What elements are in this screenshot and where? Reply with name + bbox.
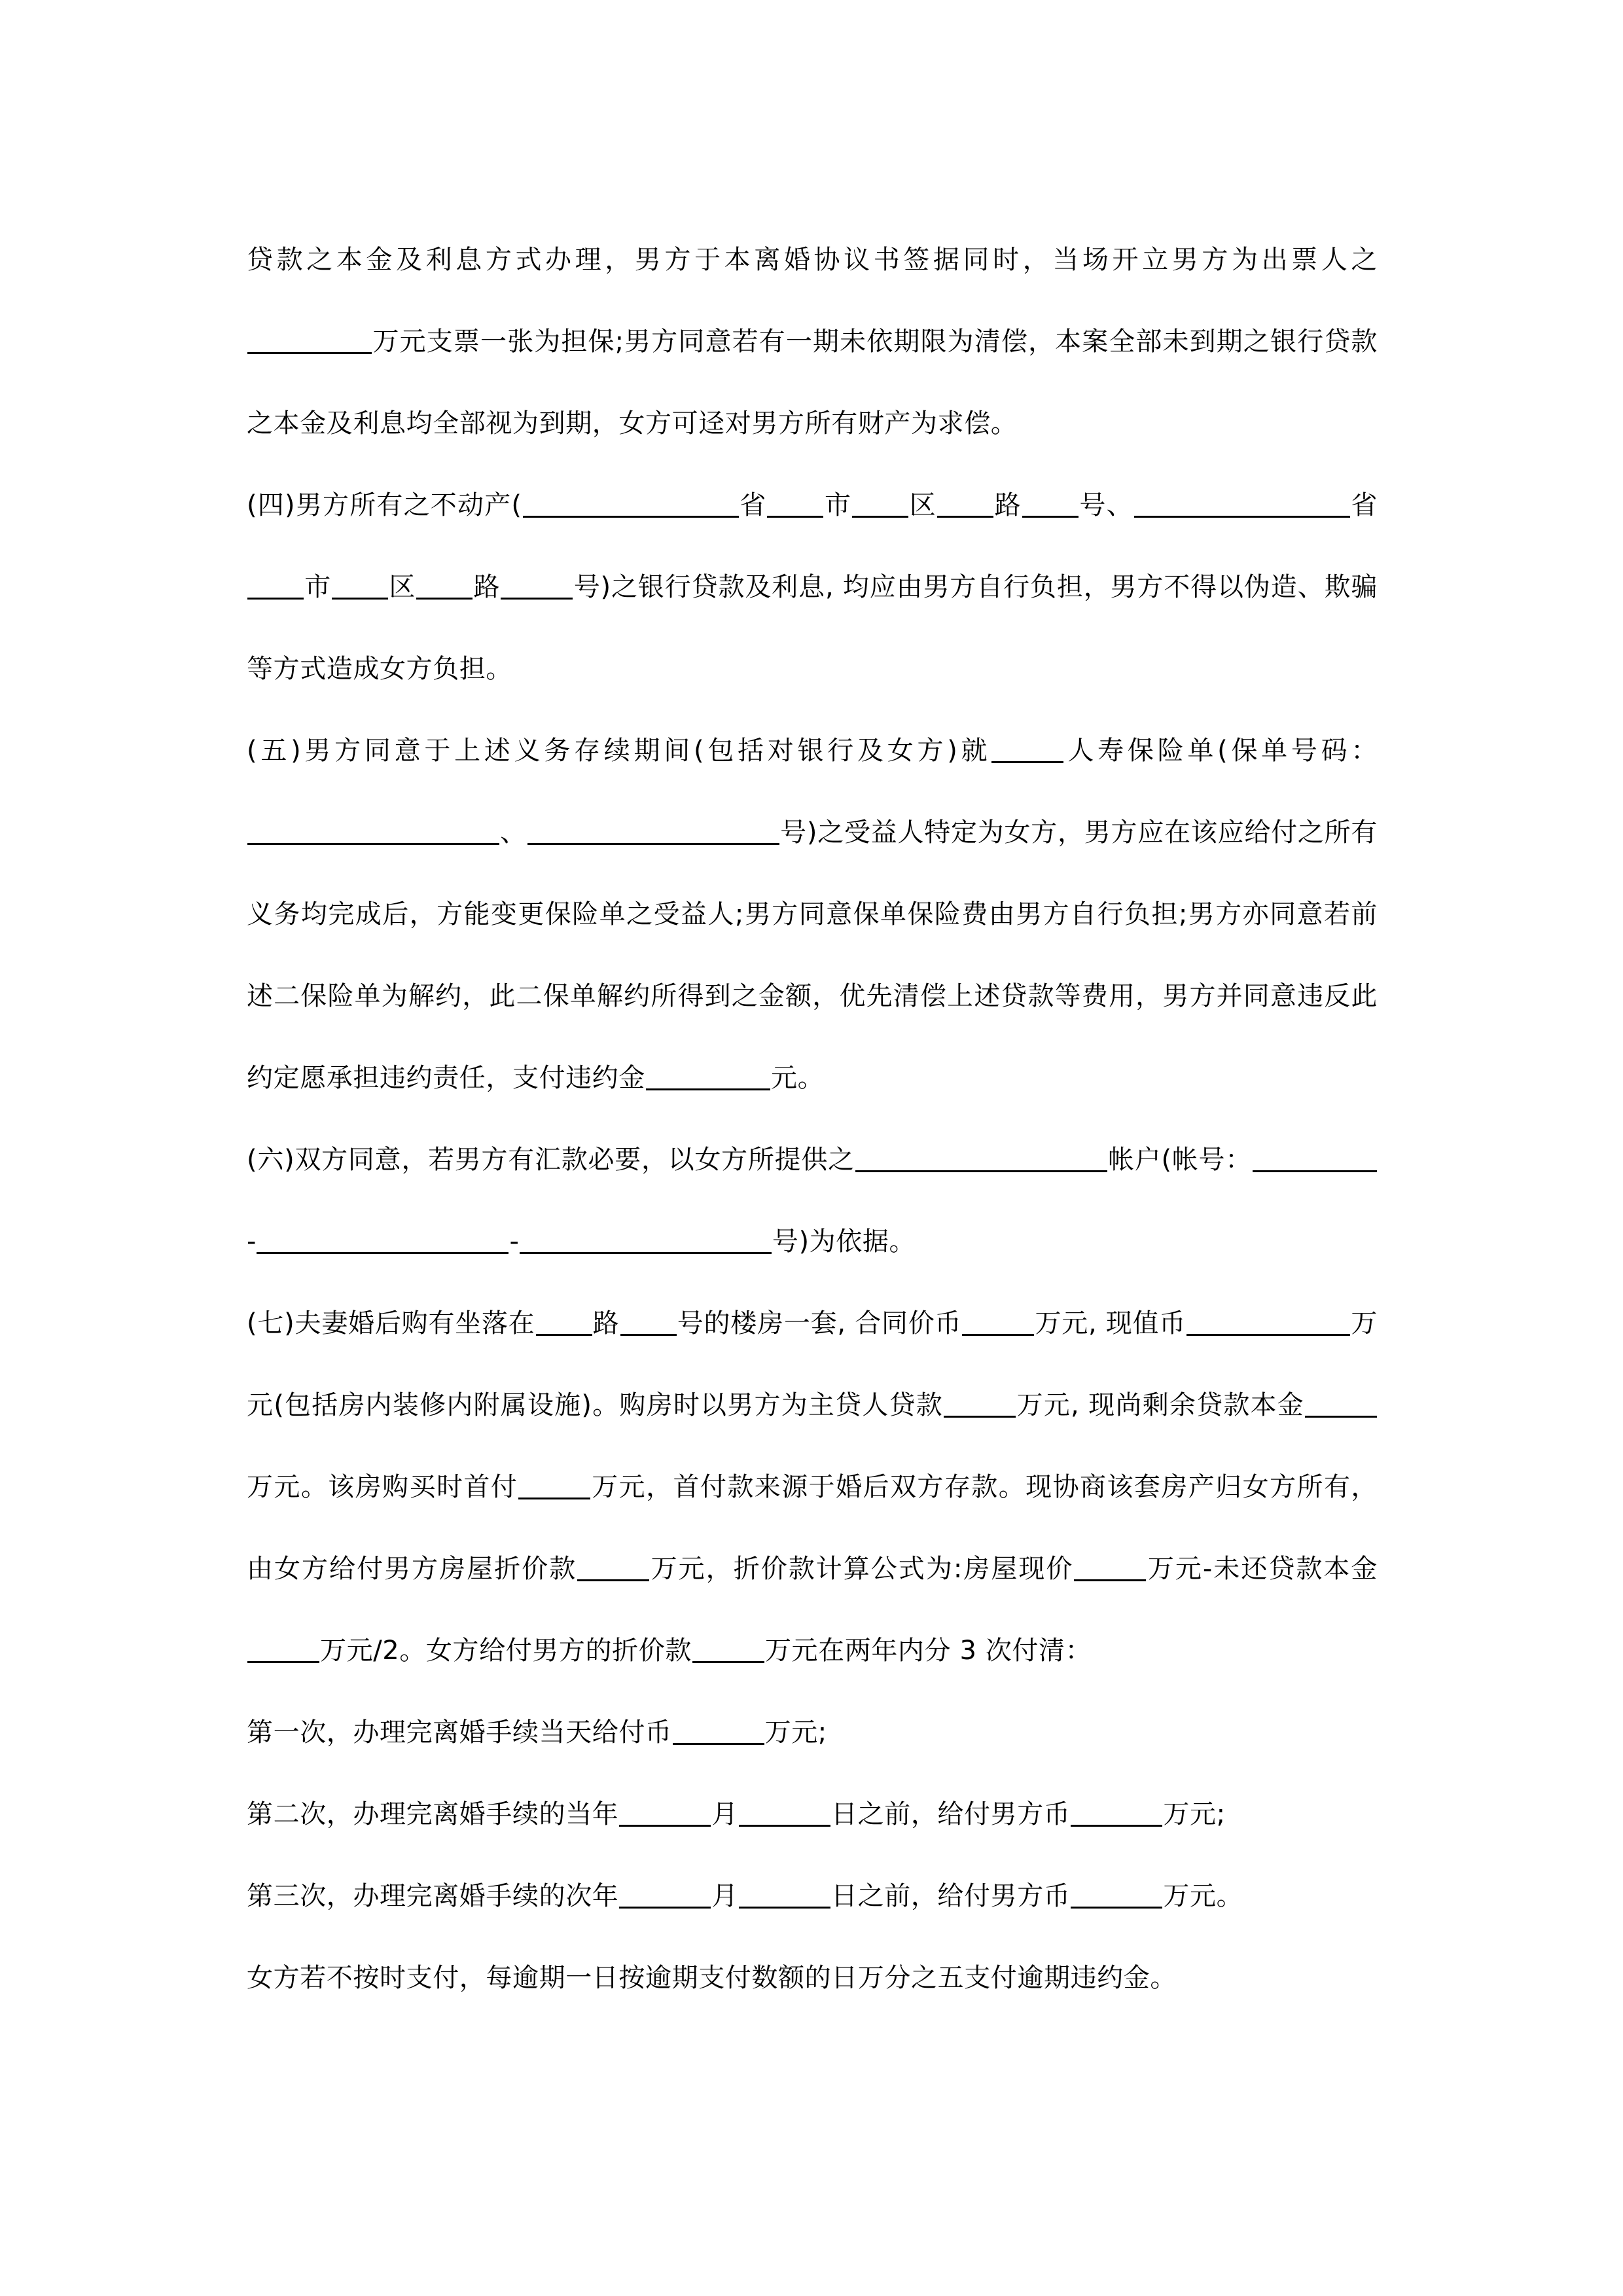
blank-installment2-day[interactable] [739,1803,830,1827]
clause-six-dash-2: - [509,1227,519,1257]
clause-seven-p10: 万元-未还贷款本金 [1147,1554,1378,1584]
blank-contract-price[interactable] [962,1312,1034,1336]
blank-account-segment-2[interactable] [257,1230,508,1254]
installment-two-p2: 月 [711,1799,739,1829]
blank-insurance-count[interactable] [991,739,1063,763]
clause-four-seg-sheng-1: 省 [739,490,767,520]
blank-installment2-month[interactable] [619,1803,711,1827]
paragraph-clause-seven [247,1283,1378,1692]
paragraph-clause-five [247,710,1378,1119]
clause-six-part-1: 双方同意，若男方有汇款必要，以女方所提供之 [294,1145,855,1175]
clause-four-seg-lu-2: 路 [473,572,501,602]
clause-seven-p5: 万元(包括房内装修内附属设施)。购房时以男方为主贷人贷款 [247,1308,1378,1420]
blank-property2-city[interactable] [247,575,304,600]
blank-account-segment-1[interactable] [1253,1148,1377,1172]
blank-current-value[interactable] [1186,1312,1350,1336]
blank-property1-number[interactable] [1022,493,1079,518]
blank-property2-road[interactable] [416,575,473,600]
clause-seven-label: (七) [247,1308,295,1338]
blank-remaining-principal[interactable] [1305,1393,1377,1418]
blank-house-road[interactable] [536,1312,592,1336]
clause-five-part-2: 人寿保险单(保单号码： [1064,736,1378,766]
clause-five-part-4: 号)之受益人特定为女方，男方应在该应给付之所有义务均完成后，方能变更保险单之受益人;男方同意保单保险费由男方自行负担;男方亦同意若前述二保险单为解约，此二保单解约所得到之金额，优先清偿上述贷款等费用，男方并同意违反此约定愿承担违约责任，支付违约金 [247,817,1378,1093]
clause-four-seg-shi-2: 市 [304,572,332,602]
blank-down-payment[interactable] [518,1475,590,1499]
clause-four-seg-sheng-2: 省 [1350,490,1378,520]
paragraph-installment-one [247,1692,1378,1774]
clause-seven-p11: 万元/2。女方给付男方的折价款 [320,1636,692,1666]
blank-property2-number[interactable] [501,575,573,600]
clause-four-tail: 之银行贷款及利息, 均应由男方自行负担，男方不得以伪造、欺骗等方式造成女方负担。 [247,572,1378,684]
paragraph-installment-three [247,1856,1378,1937]
blank-policy-number-1[interactable] [247,821,499,845]
paragraph-installment-two [247,1774,1378,1856]
blank-property1-district[interactable] [852,493,908,518]
installment-three-p4: 万元。 [1163,1881,1243,1911]
blank-house-number[interactable] [620,1312,677,1336]
installment-one-p2: 万元; [764,1717,827,1748]
paragraph-clause-six [247,1119,1378,1283]
blank-bank-name[interactable] [855,1148,1107,1172]
blank-account-segment-3[interactable] [520,1230,772,1254]
clause-four-seg-shi-1: 市 [824,490,852,520]
blank-installment1-amount[interactable] [673,1721,764,1745]
clause-seven-p3: 号的楼房一套, 合同价币 [677,1308,962,1338]
blank-formula-current-price[interactable] [1074,1557,1146,1581]
clause-seven-p4: 万元, 现值币 [1035,1308,1186,1338]
clause-six-dash-1: - [247,1227,257,1257]
blank-check-amount[interactable] [247,330,372,354]
blank-property2-district[interactable] [332,575,388,600]
clause-four-seg-hao-2: 号) [573,572,611,602]
clause-five-part-1: 男方同意于上述义务存续期间(包括对银行及女方)就 [301,736,991,766]
clause-five-label: (五) [247,736,302,766]
paragraph-clause-four [247,465,1378,710]
clause-five-part-5: 元。 [771,1063,825,1093]
clause-seven-p7: 万元。该房购买时首付 [247,1472,518,1502]
clause-six-part-2: 帐户(帐号： [1107,1145,1252,1175]
blank-property2-province[interactable] [1134,493,1350,518]
clause-seven-p2: 路 [592,1308,620,1338]
blank-loan-amount[interactable] [944,1393,1016,1418]
clause-four-seg-qu-1: 区 [909,490,936,520]
blank-formula-unpaid-principal[interactable] [247,1639,319,1663]
clause-four-seg-lu-1: 路 [993,490,1022,520]
clause-seven-p6: 万元, 现尚剩余贷款本金 [1016,1390,1304,1420]
clause-six-part-3: 号)为依据。 [772,1227,916,1257]
installment-two-p1: 第二次，办理完离婚手续的当年 [247,1799,619,1829]
blank-installment3-day[interactable] [739,1884,830,1909]
document-body [247,219,1378,2019]
installment-three-p3: 日之前，给付男方币 [831,1881,1071,1911]
continued-clause-three-part-1: 贷款之本金及利息方式办理，男方于本离婚协议书签据同时，当场开立男方为出票人之 [247,245,1378,275]
blank-property1-road[interactable] [937,493,993,518]
clause-seven-p12: 万元在两年内分 3 次付清： [764,1636,1092,1666]
installment-two-p4: 万元; [1163,1799,1226,1829]
blank-installment3-amount[interactable] [1071,1884,1162,1909]
paragraph-late-payment-penalty [247,1937,1378,2019]
continued-clause-three-part-2: 万元支票一张为担保;男方同意若有一期未依期限为清偿，本案全部未到期之银行贷款之本金及利息均全部视为到期，女方可迳对男方所有财产为求偿。 [247,327,1378,439]
installment-two-p3: 日之前，给付男方币 [831,1799,1071,1829]
clause-four-seg-hao-1: 号、 [1079,490,1133,520]
paragraph-continued-clause-three [247,219,1378,465]
blank-property1-city[interactable] [767,493,823,518]
installment-three-p2: 月 [711,1881,739,1911]
blank-property1-province[interactable] [523,493,739,518]
clause-seven-p8: 万元，首付款来源于婚后双方存款。现协商该套房产归女方所有，由女方给付男方房屋折价款 [247,1472,1378,1584]
blank-installment2-amount[interactable] [1071,1803,1162,1827]
clause-seven-p9: 万元，折价款计算公式为:房屋现价 [650,1554,1074,1584]
blank-compensation-amount[interactable] [577,1557,649,1581]
clause-four-seg-qu-2: 区 [389,572,416,602]
blank-installment3-month[interactable] [619,1884,711,1909]
installment-three-p1: 第三次，办理完离婚手续的次年 [247,1881,619,1911]
blank-policy-number-2[interactable] [527,821,779,845]
clause-four-lead: 男方所有之不动产( [295,490,522,520]
blank-penalty-amount[interactable] [646,1066,770,1090]
installment-one-p1: 第一次，办理完离婚手续当天给付币 [247,1717,672,1748]
late-payment-text: 女方若不按时支付，每逾期一日按逾期支付数额的日万分之五支付逾期违约金。 [247,1963,1177,1993]
clause-four-label: (四) [247,490,296,520]
clause-seven-p1: 夫妻婚后购有坐落在 [294,1308,535,1338]
blank-total-compensation[interactable] [692,1639,764,1663]
clause-five-part-3: 、 [500,817,527,848]
clause-six-label: (六) [247,1145,295,1175]
